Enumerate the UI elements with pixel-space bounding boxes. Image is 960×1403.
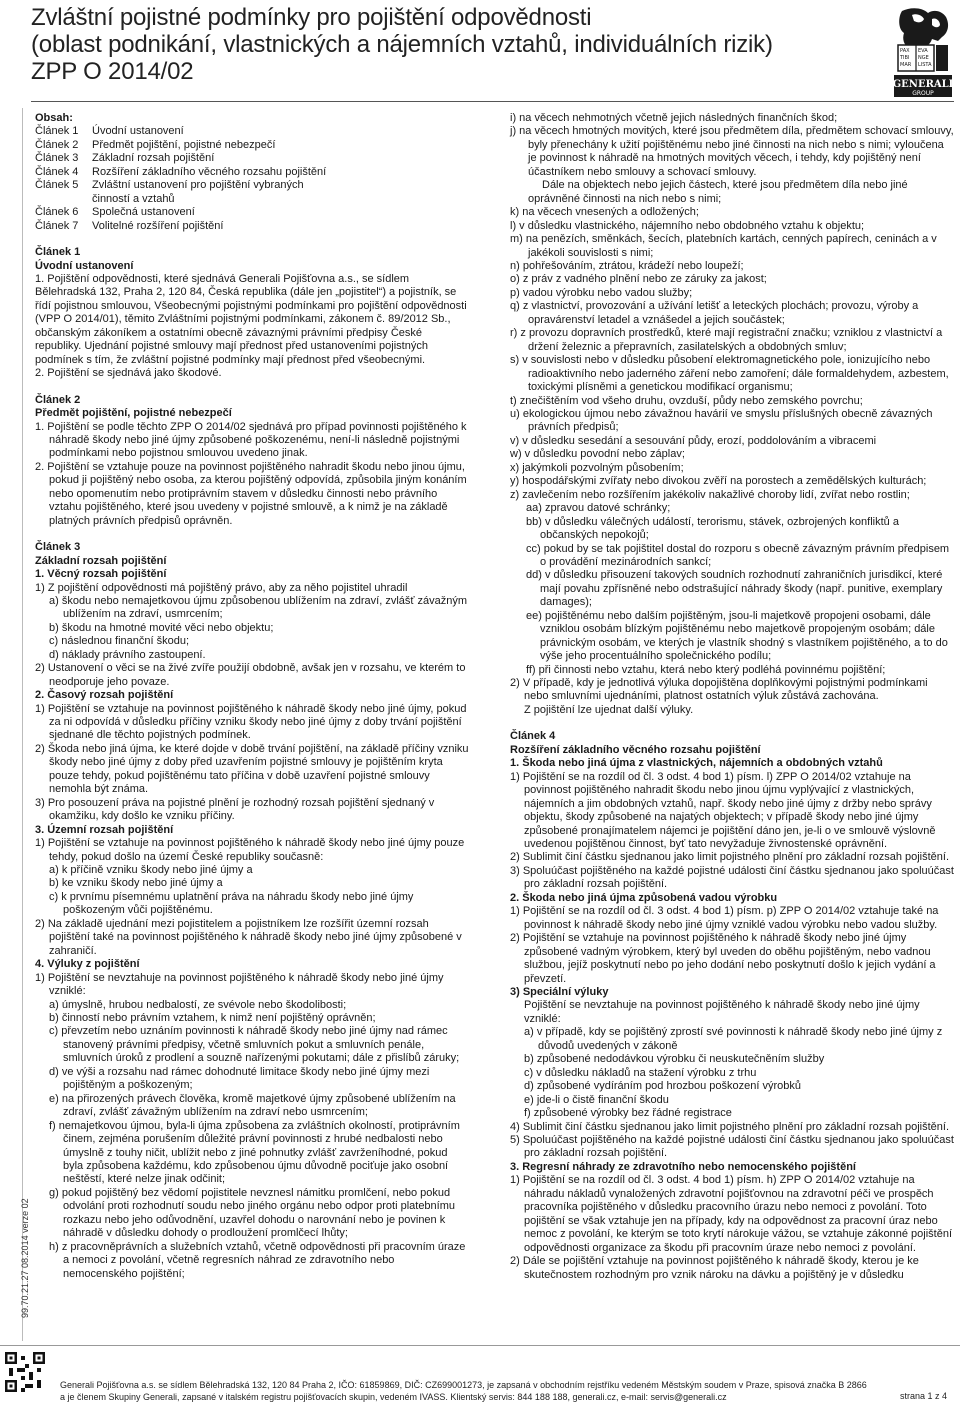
paragraph: 2) Na základě ujednání mezi pojistitelem a pojistníkem lze rozšířit územní rozsah pojištění také na povinnost pojištěného k náhradě škody nebo jiné újmy způsobené v zahraničí. (35, 917, 462, 957)
list-item: u) ekologickou újmou nebo závažnou havárií ve smyslu příslušných obecně závazných právních předpisů; (510, 407, 933, 434)
toc-item (35, 220, 470, 233)
article-1-title: Úvodní ustanovení (35, 259, 134, 272)
footer-legal (60, 1379, 900, 1403)
toc-list (35, 125, 470, 233)
title-line-1: Zvláštní pojistné podmínky pro pojištění odpovědnosti (31, 4, 592, 31)
title-line-2: (oblast podnikání, vlastnických a nájemních vztahů, individuálních rizik) (31, 31, 773, 58)
svg-text:GENERALI: GENERALI (892, 79, 954, 90)
toc-item (35, 152, 470, 165)
qr-code-icon (5, 1352, 45, 1392)
article-4-heading: Článek 4 (510, 730, 556, 743)
toc-item (35, 125, 470, 138)
list-item: aa) zpravou datové schránky; (526, 502, 671, 515)
toc-title: Předmět pojištění, pojistné nebezpečí (92, 138, 276, 151)
svg-text:NGE: NGE (918, 55, 929, 61)
list-item: c) převzetím nebo uznáním povinnosti k náhradě škody nebo jiné újmy nad rámec stanovený právními předpisy, včetně smluvních pokut a smluvních penále, smluvních úroků z prodlení a souzně nařízenými pokutami; dále z přislíbů záruky; (49, 1025, 460, 1065)
title-line-3: ZPP O 2014/02 (31, 58, 194, 85)
paragraph: 2) Ustanovení o věci se na živé zvíře použijí obdobně, avšak jen v rozsahu, ve kterém to neodporuje jeho povaze. (35, 662, 466, 688)
list-item: d) náklady právního zastoupení. (49, 648, 206, 661)
svg-text:MAR: MAR (900, 62, 912, 68)
list-item: b) činností nebo právním vztahem, k nimž není pojištěný oprávněn; (49, 1012, 376, 1024)
list-item: n) pohřešováním, ztrátou, krádeží nebo loupeží; (510, 259, 744, 272)
list-item: o) z práv z vadného plnění nebo ze záruky za jakost; (510, 273, 767, 286)
paragraph: 1) Pojištění se na rozdíl od čl. 3 odst. 4 bod 1) písm. h) ZPP O 2014/02 vztahuje na náhradu nákladů vynaložených zdravotní pojišťovnou na zdravotní péči ve prospěch pracovníka pojištěného v důsledku pracovního úrazu nebo nemoci z povolání. Toto pojištění se však vztahuje jen na případy, kdy na odpovědnost za pracovní úraz nebo nemoc z povolání, ke kterým se toto krytí nárokuje vážou, se vztahuje zákonné pojištění odpovědnosti organizace za škodu při pracovním úraze nebo nemoci z povolání. (510, 1174, 953, 1254)
paragraph: 2) V případě, kdy je jednotlivá výluka dopojištěna doplňkovými pojistnými podmínkami nebo smluvními ujednáními, platnost ostatních výluk zůstává zachována. (510, 677, 928, 703)
section-title: 1. Věcný rozsah pojištění (35, 568, 167, 581)
paragraph: 1) Pojištění se nevztahuje na povinnost pojištěného k náhradě škody nebo jiné újmy vzniklé: (35, 971, 444, 998)
paragraph: 1. Pojištění se podle těchto ZPP O 2014/02 sjednává pro případ povinnosti pojištěného k náhradě škody nebo jiné újmy způsobené poškozenému, není-li následně pojistnými podmínkami nebo pojistnou smlouvou uvedeno jinak. (35, 420, 467, 460)
list-item: c) k prvnímu písemnému uplatnění práva na náhradu škody nebo jiné újmy poškozeným vůči pojištěnému. (49, 890, 414, 917)
paragraph: 2. Pojištění se sjednává jako škodové. (35, 367, 222, 380)
toc-title: Rozšíření základního věcného rozsahu pojištění (92, 165, 327, 178)
toc-item (35, 206, 470, 219)
section-title: 2. Časový rozsah pojištění (35, 689, 174, 702)
generali-logo (892, 5, 954, 101)
list-item: ff) při činnosti nebo vztahu, která nebo který podléhá povinnému pojištění; (526, 663, 886, 676)
list-item: ee) pojištěnému nebo dalším pojištěným, jsou-li majetkově propojeni osobami, dále vzniklou osobám blízkým pojištěnému nebo majetkově propojeným osobám; dále právnickým osobám, ve kterých je vlastník shodný s vlastníkem pojištěného, a to do výše jeho procentuálního společnického podílu; (526, 609, 948, 663)
list-item: q) z vlastnictví, provozování a užívání letišť a leteckých plochách; provozu, výroby a opravárenství letadel a vznášedel a jejich součástek; (510, 300, 919, 326)
list-item: cc) pokud by se tak pojištitel dostal do rozporu s obecně závazným právním předpisem o provádění mezinárodních sankcí; (526, 542, 950, 568)
paragraph: 2. Pojištění se vztahuje pouze na povinnost pojištěného nahradit škodu nebo jinou újmu, pokud ji pojištěný nebo osoba, za kterou pojištěný odpovídá, způsobila jiným konáním nebo opomenutím nebo protiprávním stavem v důsledku činnosti nebo právního vztahu pojištěného, které jsou uvedeny v pojistné smlouvě, a k nimž je na základě platných právních předpisů oprávněn. (35, 460, 467, 527)
section-title: 3. Územní rozsah pojištění (35, 823, 174, 836)
list-item: a) v případě, kdy se pojištěný zprostí své povinnosti k náhradě škody nebo jiné újmy z důvodů uvedených v zákoně (524, 1026, 943, 1052)
paragraph: 5) Spoluúčast pojištěného na každé pojistné události činí částku sjednanou jako spoluúčast pro základní rozsah pojištění. (510, 1133, 954, 1160)
list-item: a) k příčině vzniku škody nebo jiné újmy a (49, 864, 253, 877)
article-3-heading: Článek 3 (35, 541, 81, 554)
paragraph: 1) Pojištění se vztahuje na povinnost pojištěného k náhradě škody nebo jiné újmy pouze tehdy, pokud došlo na území České republiky současně: (35, 837, 465, 863)
subsection-title: 3) Speciální výluky (510, 986, 609, 998)
section-title: 2. Škoda nebo jiná újma způsobená vadou výrobku (510, 891, 778, 904)
paragraph: 1) Z pojištění odpovědnosti má pojištěný právo, aby za něho pojistitel uhradil (35, 581, 408, 594)
list-item: c) v důsledku nákladů na stažení výrobku z trhu (524, 1066, 757, 1079)
paragraph: 2) Dále se pojištění vztahuje na povinnost pojištěného k náhradě škody, kterou je ke skutečnostem rozhodným pro vznik nároku na dávku a pojištěný je v důsledku (510, 1255, 919, 1281)
paragraph: 1) Pojištění se na rozdíl od čl. 3 odst. 4 bod 1) písm. p) ZPP O 2014/02 vztahuje také na povinnost k náhradě škody nebo jiné újmy vzniklé vadou výrobku nebo vadou služby. (510, 905, 939, 931)
list-item: d) způsobené vydíráním pod hrozbou poškození výrobků (524, 1080, 801, 1093)
list-item: s) v souvislosti nebo v důsledku působení elektromagnetického pole, ionizujícího nebo radioaktivního nebo jaderného záření nebo zamoření; dále formaldehydem, azbestem, toxickými plísněmi a genetickou modifikací organismu; (510, 354, 949, 394)
paragraph: Dále na objektech nebo jejich částech, které jsou předmětem díla nebo jiné oprávněné činnosti na nich nebo s nimi; (528, 179, 908, 205)
paragraph: 3) Pro posouzení práva na pojistné plnění je rozhodný rozsah pojištění sjednaný v okamžiku, kdy došlo ke vzniku příčiny. (35, 796, 435, 823)
toc-item (35, 166, 470, 179)
list-item: v) v důsledku sesedání a sesouvání půdy, erozí, poddolováním a vibracemi (510, 434, 877, 447)
list-item: j) na věcech hmotných movitých, které jsou předmětem díla, předmětem schovací smlouvy, byly přenechány k užití pojištěnému nebo jiné činnosti na nich nebo s nimi; vyloučena je povinnost k náhradě na hmotných movitých věcech, i tehdy, kdy pojištěný není účastníkem nebo smlouvy a schovací smlouvy. (510, 125, 954, 178)
list-item: g) pokud pojištěný bez vědomí pojistitele nevznesl námitku promlčení, nebo pokud odvolání proti rozhodnutí soudu nebo jiného orgánu nebo odpor proti platebnímu rozkazu nebo jeho odůvodnění, uzavřel dohodu o narovnání nebo je povinen k náhradě v důsledku dohody o prodloužení promlčecí lhůty; (49, 1186, 456, 1240)
svg-text:LISTA: LISTA (918, 62, 932, 68)
paragraph: 3) Spoluúčast pojištěného na každé pojistné události činí částku sjednanou jako spoluúčast pro základní rozsah pojištění. (510, 864, 954, 891)
paragraph: 2) Sublimit činí částku sjednanou jako limit pojistného plnění pro základní rozsah pojištění. (510, 851, 950, 864)
list-item: bb) v důsledku válečných událostí, terorismu, stávek, ozbrojených konfliktů a občanských nepokojů; (526, 515, 899, 542)
paragraph: Z pojištění lze ujednat další výluky. (524, 703, 694, 716)
paragraph: Pojištění se nevztahuje na povinnost pojištěného k náhradě škody nebo jiné újmy vzniklé: (524, 999, 920, 1025)
list-item: m) na penězích, směnkách, šecích, platebních kartách, cenných papírech, ceninách a v jakékoli souvislosti s nimi; (510, 233, 937, 259)
left-column (35, 112, 470, 1281)
toc-num: Článek 5 (35, 179, 79, 192)
paragraph: 2) Pojištění se vztahuje na povinnost pojištěného k náhradě škody nebo jiné újmy způsobené vadným výrobkem, který byl uveden do oběhu pojištěným, nebo vadnou službou, jejíž poskytnutí nebo po jeho dodání nebo poskytnutí došlo k jejich vydání a převzetí. (510, 932, 936, 985)
list-item: e) na přirozených právech člověka, kromě majetkové újmy způsobené ublížením na zdraví, zvlášť závažným ublížením na zdraví nebo usmrcením; (49, 1092, 456, 1119)
article-4-title: Rozšíření základního věcného rozsahu pojištění (510, 743, 761, 756)
toc-title: Volitelné rozšíření pojištění (92, 219, 224, 232)
footer-line-1: Generali Pojišťovna a.s. se sídlem Bělehradská 132, 120 84 Praha 2, IČO: 61859869, DIČ: CZ699001273, je zapsaná v obchodním rejstříku vedeném Městským soudem v Praze, spisová značka B 2866 (60, 1380, 867, 1390)
toc-num: Článek 7 (35, 219, 79, 232)
toc-title: Zvláštní ustanovení pro pojištění vybraných činností a vztahů (92, 179, 304, 205)
list-item: d) ve výši a rozsahu nad rámec dohodnuté limitace škody nebo jiné újmy mezi pojištěným a poškozeným; (49, 1065, 430, 1092)
paragraph: 1. Pojištění odpovědnosti, které sjednává Generali Pojišťovna a.s., se sídlem Bělehradská 132, Praha 2, 120 84, Česká republika (dále jen „pojistitel“) a pojistník, se řídí pojistnou smlouvou, Všeobecnými pojistnými podmínkami pro pojištění odpovědnosti (VPP O 2014/01), těmito Zvláštními pojistnými podmínkami, zákonem č. 89/2012 Sb., občanským zákoníkem a ostatními obecně závaznými právními předpisy České republiky. Ujednání pojistné smlouvy mají přednost před ustanoveními pojistných podmínek s tím, že zvláštní pojistné podmínky mají přednost před všeobecnými. (35, 272, 467, 366)
toc-title: Základní rozsah pojištění (92, 152, 215, 165)
header-rule (31, 101, 954, 102)
toc-num: Článek 4 (35, 165, 79, 178)
paragraph: 2) Škoda nebo jiná újma, ke které dojde v době trvání pojištění, na základě příčiny vzniku škody nebo jiné újmy z doby před uzavřením pojistné smlouvy je pojištěním kryta pouze tehdy, pokud pojištěnému tato příčina v době uzavření pojistné smlouvy nemohla být známa. (35, 742, 469, 796)
toc-num: Článek 1 (35, 125, 79, 138)
article-2-heading: Článek 2 (35, 393, 81, 406)
list-item: e) jde-li o čistě finanční škodu (524, 1093, 669, 1106)
document-title (31, 4, 871, 85)
list-item: b) ke vzniku škody nebo jiné újmy a (49, 877, 223, 890)
list-item: a) úmyslně, hrubou nedbalostí, ze svévole nebo škodolibosti; (49, 998, 347, 1011)
page-number: strana 1 z 4 (900, 1391, 948, 1401)
toc-title: Společná ustanovení (92, 206, 195, 219)
toc-title: Úvodní ustanovení (92, 125, 184, 138)
list-item: l) v důsledku vlastnického, nájemního nebo obdobného vztahu k objektu; (510, 219, 865, 232)
list-item: z) zavlečením nebo rozšířením jakékoliv nakažlivé choroby lidí, zvířat nebo rostlin; (510, 488, 910, 501)
paragraph: 1) Pojištění se vztahuje na povinnost pojištěného k náhradě škody nebo jiné újmy, pokud za ni odpovídá v důsledku příčiny vzniku škody nebo jiné újmy z doby trvání pojištění sjednané dle těchto pojistných podmínek. (35, 702, 467, 742)
list-item: w) v důsledku povodní nebo záplav; (510, 448, 685, 461)
footer-rule (0, 1345, 960, 1346)
list-item: y) hospodářskými zvířaty nebo divokou zvěří na porostech a zemědělských kulturách; (510, 475, 927, 488)
toc-heading: Obsah: (35, 112, 73, 124)
section-title: 4. Výluky z pojištění (35, 958, 140, 971)
version-label: 99.70.21.27 08.2014 verze 02 (20, 1198, 30, 1318)
svg-text:PAX: PAX (900, 48, 910, 54)
toc-num: Článek 3 (35, 152, 79, 165)
toc-num: Článek 2 (35, 138, 79, 151)
article-3-title: Základní rozsah pojištění (35, 554, 167, 567)
list-item: c) následnou finanční škodu; (49, 635, 190, 648)
side-rule (22, 108, 23, 1341)
svg-text:GROUP: GROUP (912, 90, 934, 97)
list-item: f) nemajetkovou újmou, byla-li újma způsobena za zvláštních okolností, protiprávním činem, zejména porušením důležité právní povinnosti z hrubé nedbalosti nebo úmyslně z touhy ničit, ublížit nebo z jiné pohnutky zvlášť zavrženíhodné, pokud byla způsobena každému, kdo způsobenou újmu důvodně pociťuje jako osobní neštěstí, které nelze jinak odčinit; (49, 1119, 460, 1186)
list-item: i) na věcech nehmotných včetně jejich následných finančních škod; (510, 112, 838, 124)
list-item: b) způsobené nedodávkou výrobku či neuskutečněním služby (524, 1053, 825, 1066)
toc-num: Článek 6 (35, 206, 79, 219)
list-item: h) z pracovněprávních a služebních vztahů, včetně odpovědnosti při pracovním úraze a nemoci z povolání, včetně regresních náhrad ze zdravotního nebo nemocenského pojištění; (49, 1240, 466, 1280)
paragraph: 1) Pojištění se na rozdíl od čl. 3 odst. 4 bod 1) písm. l) ZPP O 2014/02 vztahuje na povinnost pojištěného nahradit škodu nebo jinou újmu vyplývající z vlastnických, nájemních a jim obdobných vztahů, např. škody nebo jiné újmy z držby nebo správy objektu, škody způsobené na najatých objektech; v případě škody nebo jiné újmy způsobené pronajímatelem nájemci je pojištění dáno jen, je-li o ve smlouvě výslovně uvedenou pojištěnou činnost, byť tato nevyžaduje živnostenské oprávnění. (510, 770, 936, 851)
list-item: b) škodu na hmotné movité věci nebo objektu; (49, 621, 274, 634)
list-item: x) jakýmkoli pozvolným působením; (510, 461, 684, 474)
list-item: r) z provozu dopravních prostředků, které mají registrační značku; vzniklou z vlastnictví a držení železnic a přepravních, zasilatelských a obdobných smluv; (510, 327, 943, 353)
toc-item (35, 139, 470, 152)
section-title: 3. Regresní náhrady ze zdravotního nebo nemocenského pojištění (510, 1160, 856, 1173)
toc-item (35, 179, 470, 206)
list-item: k) na věcech vnesených a odložených; (510, 206, 699, 219)
list-item: a) škodu nebo nemajetkovou újmu způsobenou ublížením na zdraví, zvlášť závažným ublížením na zdraví, usmrcením; (49, 594, 468, 621)
list-item: dd) v důsledku přisouzení takových soudních rozhodnutí zahraničních jurisdikcí, které mají povahu zpřísněné nebo odstrašující náhrady škody (např. punitive, exemplary damages); (526, 569, 943, 609)
svg-text:EVA: EVA (918, 48, 928, 54)
paragraph: 4) Sublimit činí částku sjednanou jako limit pojistného plnění pro základní rozsah pojištění. (510, 1120, 950, 1133)
section-title: 1. Škoda nebo jiná újma z vlastnických, nájemních a obdobných vztahů (510, 757, 883, 770)
svg-text:TIBI: TIBI (900, 55, 910, 61)
list-item: t) znečištěním vod všeho druhu, ovzduší, půdy nebo zemského povrchu; (510, 394, 863, 407)
list-item: f) způsobené výrobky bez řádné registrace (524, 1107, 732, 1120)
article-1-heading: Článek 1 (35, 246, 81, 259)
right-column (510, 112, 955, 1282)
footer-line-2: a je členem Skupiny Generali, zapsané v italském registru pojišťovacích skupin, vedeném IVASS. Klientský servis: 844 188 188, generali.cz, e-mail: servis@generali.cz (60, 1392, 727, 1402)
article-2-title: Předmět pojištění, pojistné nebezpečí (35, 407, 232, 420)
list-item: p) vadou výrobku nebo vadou služby; (510, 286, 693, 299)
